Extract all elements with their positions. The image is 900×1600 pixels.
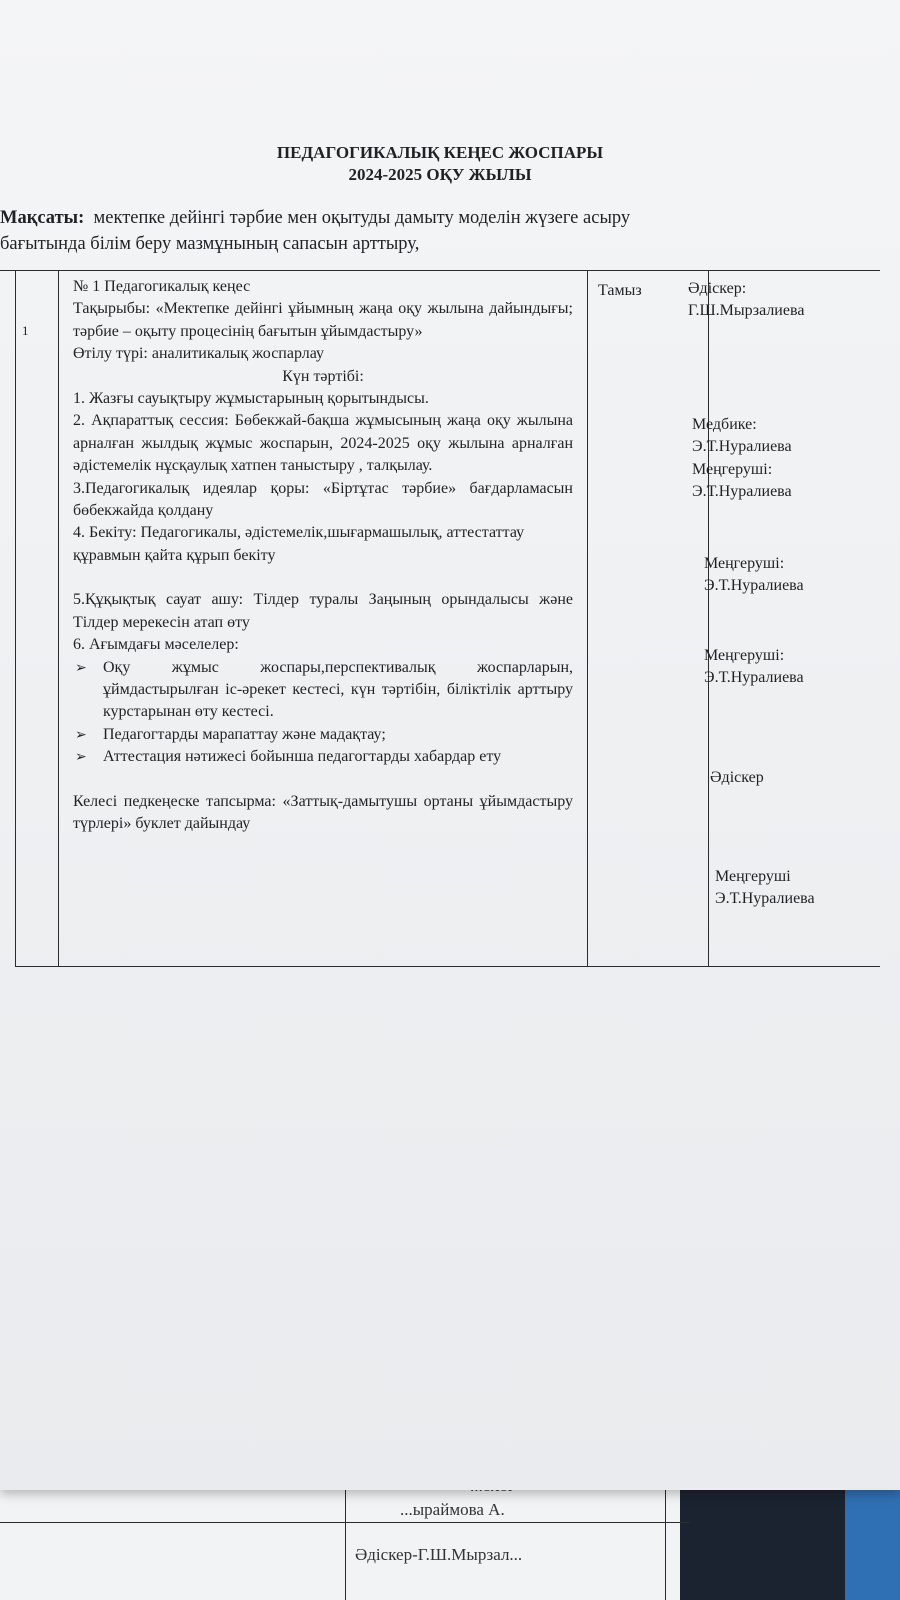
meeting-title: № 1 Педагогикалық кеңес xyxy=(73,278,251,295)
goal-label: Мақсаты: xyxy=(0,208,85,228)
arrow-bullet-icon: ➢ xyxy=(75,659,87,676)
underlying-table-line xyxy=(345,1480,346,1600)
next-meeting-task: Келесі педкеңеске тапсырма: «Заттық-дамытушы ортаны ұйымдастыру түрлері» буклет дайындау xyxy=(73,792,573,832)
agenda-item-5: 5.Құқықтық сауат ашу: Тілдер туралы Заңының орындалысы және Тілдер мерекесін атап өту xyxy=(73,591,573,631)
agenda-item-1: 1. Жазғы сауықтыру жұмыстарының қорытындысы. xyxy=(73,390,429,408)
document-year: 2024-2025 ОҚУ ЖЫЛЫ xyxy=(348,165,532,184)
table-divider xyxy=(708,270,709,967)
agenda-bullet: ➢ Оқу жұмыс жоспары,перспективалық жоспарларын, ұймдастырылған іс-әрекет кестесі, күн тәртібін, біліктілік арттыру курстарынан өту кестесі. xyxy=(75,658,573,721)
table-divider xyxy=(587,270,588,967)
responsible-entry: Меңгеруші: Э.Т.Нуралиева xyxy=(704,647,804,687)
responsible-entry: Меңгеруші: Э.Т.Нуралиева xyxy=(704,555,804,595)
responsible-entry: Меңгеруші: Э.Т.Нуралиева xyxy=(692,461,792,501)
agenda-bullet: ➢ Педагогтарды марапаттау және мадақтау; xyxy=(73,724,573,746)
underlying-table-line xyxy=(665,1475,666,1600)
goal-paragraph xyxy=(0,205,880,257)
agenda-heading: Күн тәртібі: xyxy=(282,367,364,385)
table-left-border xyxy=(15,270,16,967)
table-divider xyxy=(58,270,59,967)
meeting-format: Өтілу түрі: аналитикалық жоспарлау xyxy=(73,345,325,363)
table-top-border xyxy=(0,270,880,271)
table-bottom-border xyxy=(15,966,880,967)
underlying-text: Әдіскер-Г.Ш.Мырзал... xyxy=(355,1545,523,1564)
goal-line2: бағытында білім беру мазмұнының сапасын арттыру, xyxy=(0,234,420,254)
row-number: 1 xyxy=(22,323,29,338)
agenda-item-3: 3.Педагогикалық идеялар қоры: «Біртұтас тәрбие» бағдарламасын бөбекжайда қолдану xyxy=(73,479,573,520)
arrow-bullet-icon: ➢ xyxy=(75,726,87,743)
responsible-entry: Әдіскер: Г.Ш.Мырзалиева xyxy=(688,280,805,320)
responsible-entry: Меңгеруші Э.Т.Нуралиева xyxy=(715,868,815,908)
arrow-bullet-icon: ➢ xyxy=(75,749,87,766)
meeting-topic: Тақырыбы: «Мектепке дейінгі ұйымның жаңа оқу жылына дайындығы; тәрбие – оқыту процесінің бағытын ұйымдастыру» xyxy=(73,300,573,340)
underlying-text: ...ыраймова А. xyxy=(400,1500,505,1519)
agenda-item-6: 6. Ағымдағы мәселелер: xyxy=(73,636,239,654)
agenda-cell xyxy=(73,276,573,835)
goal-line1: мектепке дейінгі тәрбие мен оқытуды дамыту моделін жүзеге асыру xyxy=(93,208,631,228)
agenda-item-2: 2. Ақпараттық сессия: Бөбекжай-бақша жұмысының жаңа оқу жылына арналған жылдық жұмыс жоспарын, 2024-2025 оқу жылына арналған әдістемелік нұсқаулық хатпен таныстыру , талқылау. xyxy=(73,412,573,475)
document-title: ПЕДАГОГИКАЛЫҚ КЕҢЕС ЖОСПАРЫ xyxy=(276,143,604,162)
month-cell: Тамыз xyxy=(598,282,642,299)
agenda-item-4: 4. Бекіту: Педагогикалы, әдістемелік,шығармашылық, аттестаттау құравмын қайта құрып бекіту xyxy=(73,524,525,564)
agenda-bullet: ➢ Аттестация нәтижесі бойынша педагогтарды хабардар ету xyxy=(73,746,573,768)
responsible-entry: Медбике: Э.Т.Нуралиева xyxy=(692,416,792,456)
responsible-entry: Әдіскер xyxy=(710,769,764,786)
